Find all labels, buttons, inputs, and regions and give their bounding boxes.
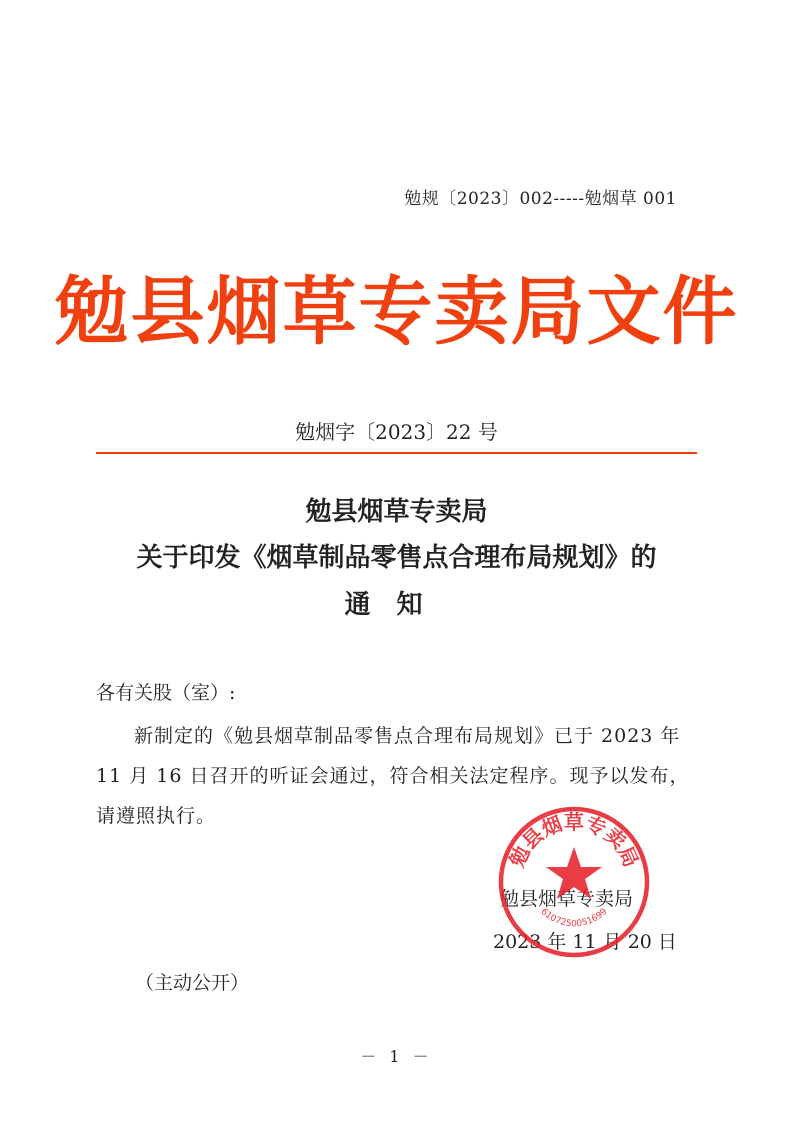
issue-date: 2023 年 11 月 20 日: [493, 931, 677, 953]
salutation: 各有关股（室）:: [96, 682, 236, 704]
disclosure-note: （主动公开）: [135, 972, 250, 994]
official-seal: [497, 805, 651, 959]
star-icon: [546, 847, 602, 899]
page-number: － 1 －: [360, 1047, 433, 1066]
issuer-name: 勉县烟草专卖局: [500, 888, 634, 910]
seal-arc-text: 勉县烟草专卖局: [504, 810, 644, 871]
registration-number: 勉规〔2023〕002-----勉烟草 001: [404, 189, 677, 209]
title-line-2: 关于印发《烟草制品零售点合理布局规划》的: [136, 543, 657, 573]
document-number: 勉烟字〔2023〕22 号: [295, 420, 498, 444]
document-masthead: 勉县烟草专卖局文件: [54, 269, 739, 355]
seal-code-text: 6107250051699: [538, 906, 610, 930]
body-paragraph: 新制定的《勉县烟草制品零售点合理布局规划》已于 2023 年 11 月 16 日召开的听证会通过，符合相关法定程序。现予以发布，请遵照执行。: [96, 725, 690, 827]
title-line-1: 勉县烟草专卖局: [305, 497, 488, 527]
red-divider-line: [96, 452, 697, 454]
title-line-3: 通知: [344, 590, 449, 620]
